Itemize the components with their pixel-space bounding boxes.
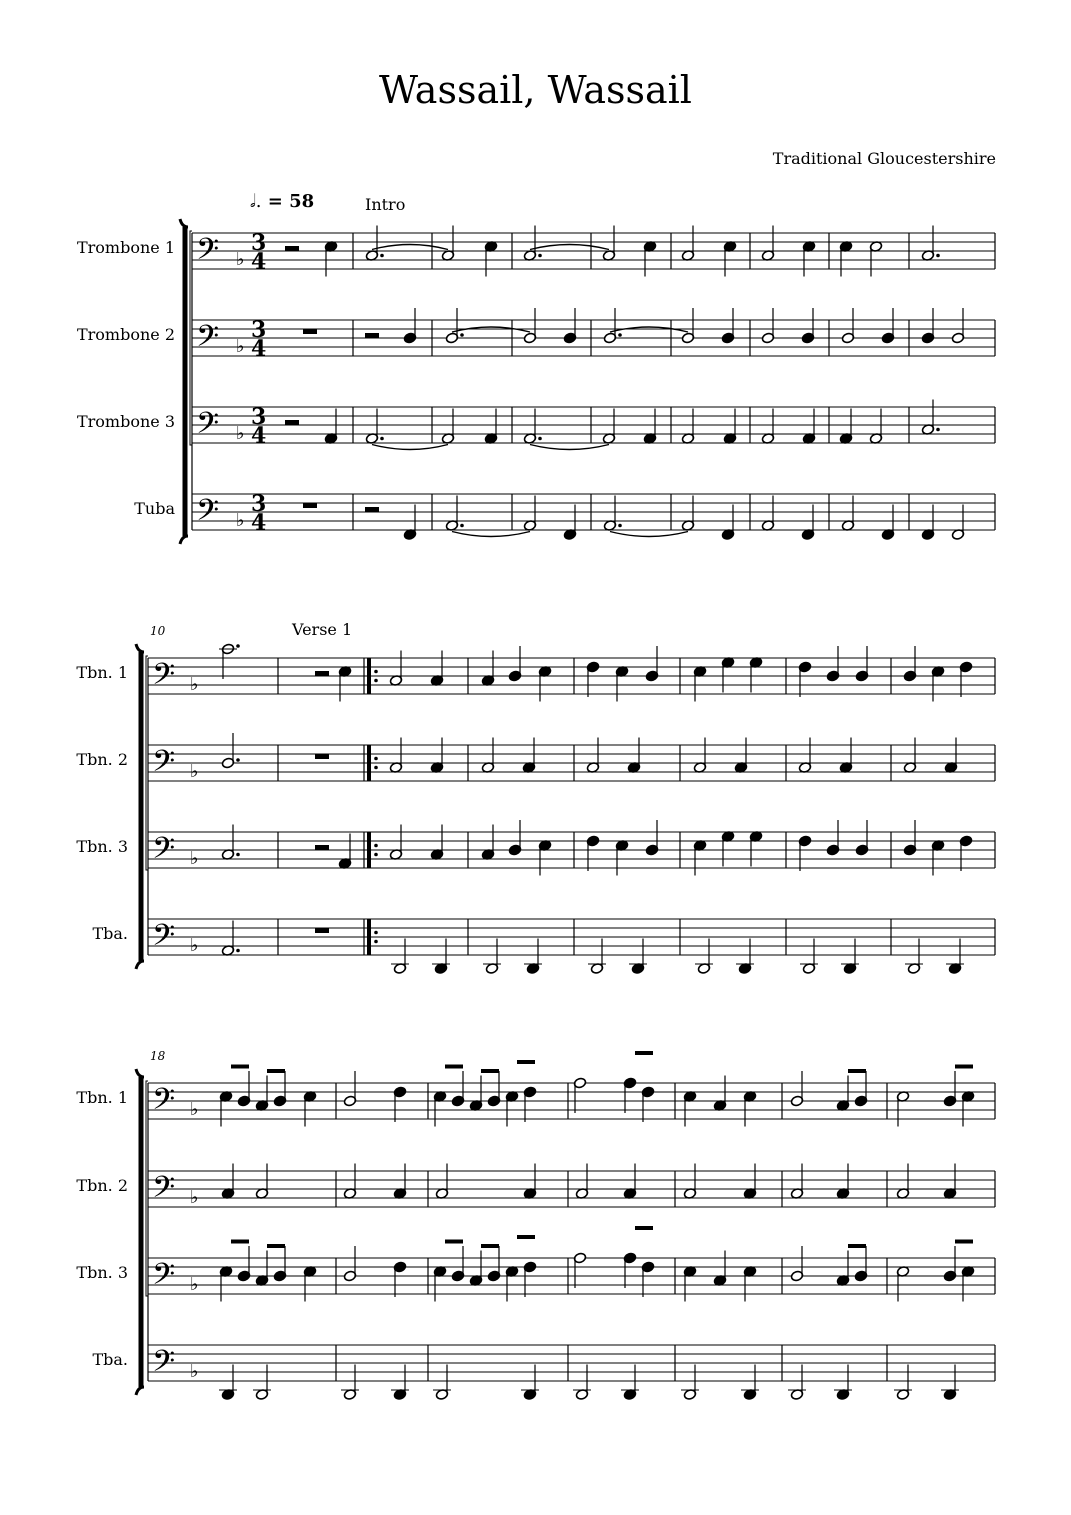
repeat-dot [374,757,378,761]
bass-clef-icon: 𝄢 [152,1345,176,1386]
augmentation-dot [538,254,542,258]
tie [530,445,609,450]
composer-credit: Traditional Gloucestershire [772,149,996,168]
time-signature-bottom: 4 [251,423,267,449]
instrument-label-tba-short: Tba. [92,924,128,943]
flat-icon: ♭ [190,761,199,782]
flat-icon: ♭ [236,249,245,270]
instrument-label-tbn2-short: Tbn. 2 [76,750,128,769]
measure-number: 18 [150,1049,166,1063]
augmentation-dot [618,333,622,337]
section-label-intro: Intro [365,195,406,214]
repeat-dot [374,844,378,848]
flat-icon: ♭ [236,423,245,444]
instrument-label-trombone-1: Trombone 1 [76,238,175,257]
repeat-dot [374,940,378,944]
instrument-label-tba-short: Tba. [92,1350,128,1369]
instrument-label-trombone-2: Trombone 2 [76,325,175,344]
instrument-label-tuba: Tuba [134,499,175,518]
augmentation-dot [236,758,240,762]
bracket-bottom [180,536,188,544]
repeat-dot [374,670,378,674]
tie [530,245,609,250]
bracket-top [180,219,188,227]
half-rest-icon [365,507,379,512]
whole-rest-icon [303,329,317,334]
whole-rest-icon [315,928,329,933]
flat-icon: ♭ [190,1274,199,1295]
half-rest-icon [315,671,329,676]
bracket-bottom [136,961,144,969]
instrument-label-tbn1-short: Tbn. 1 [76,1088,128,1107]
bass-clef-icon: 𝄢 [152,745,176,786]
augmentation-dot [460,524,464,528]
tempo-marking: 𝅗𝅥. = 58 [250,191,315,212]
augmentation-dot [936,254,940,258]
augmentation-dot [618,524,622,528]
dotted-half-note-icon: 𝅗𝅥. [250,191,262,212]
augmentation-dot [236,853,240,857]
augmentation-dot [460,333,464,337]
augmentation-dot [380,254,384,258]
time-signature-bottom: 4 [251,336,267,362]
bracket-top [136,644,144,652]
flat-icon: ♭ [190,1187,199,1208]
half-rest-icon [285,246,299,251]
flat-icon: ♭ [236,510,245,531]
instrument-label-tbn3-short: Tbn. 3 [76,1263,128,1282]
time-signature-bottom: 4 [251,249,267,275]
repeat-dot [374,766,378,770]
augmentation-dot [236,949,240,953]
measure-number: 10 [150,624,166,638]
flat-icon: ♭ [190,848,199,869]
score-title: Wassail, Wassail [379,68,692,112]
time-signature-top: 3 [251,404,267,430]
tie [610,532,688,537]
bass-clef-icon: 𝄢 [196,407,220,448]
bass-clef-icon: 𝄢 [196,494,220,535]
instrument-label-tbn1-short: Tbn. 1 [76,663,128,682]
augmentation-dot [380,437,384,441]
bracket-bottom [136,1387,144,1395]
bracket-top [136,1069,144,1077]
whole-rest-icon [315,754,329,759]
flat-icon: ♭ [190,674,199,695]
instrument-label-tbn2-short: Tbn. 2 [76,1176,128,1195]
repeat-dot [374,679,378,683]
bass-clef-icon: 𝄢 [152,832,176,873]
time-signature-top: 3 [251,491,267,517]
flat-icon: ♭ [236,336,245,357]
augmentation-dot [538,437,542,441]
time-signature-top: 3 [251,317,267,343]
tie [452,532,530,537]
instrument-label-trombone-3: Trombone 3 [76,412,175,431]
bass-clef-icon: 𝄢 [152,1171,176,1212]
flat-icon: ♭ [190,1361,199,1382]
half-rest-icon [365,333,379,338]
bass-clef-icon: 𝄢 [196,320,220,361]
augmentation-dot [236,644,240,648]
half-rest-icon [315,845,329,850]
repeat-dot [374,931,378,935]
flat-icon: ♭ [190,1099,199,1120]
bass-clef-icon: 𝄢 [152,919,176,960]
half-rest-icon [285,420,299,425]
section-label-verse: Verse 1 [292,620,353,639]
flat-icon: ♭ [190,935,199,956]
tie [372,445,448,450]
tie [372,245,448,250]
augmentation-dot [936,428,940,432]
instrument-label-tbn3-short: Tbn. 3 [76,837,128,856]
time-signature-bottom: 4 [251,510,267,536]
whole-rest-icon [303,503,317,508]
repeat-dot [374,853,378,857]
bass-clef-icon: 𝄢 [152,1083,176,1124]
bass-clef-icon: 𝄢 [196,233,220,274]
time-signature-top: 3 [251,230,267,256]
bass-clef-icon: 𝄢 [152,1258,176,1299]
bass-clef-icon: 𝄢 [152,658,176,699]
